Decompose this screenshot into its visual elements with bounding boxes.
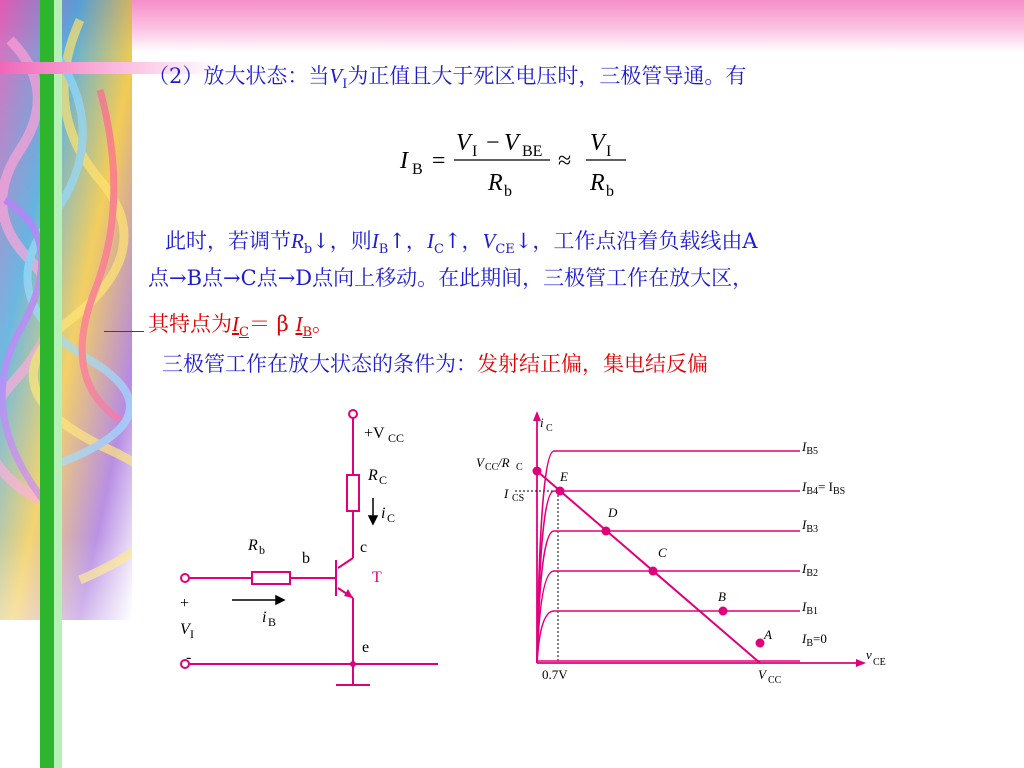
operating-point-label: C bbox=[658, 545, 667, 560]
svg-text:i: i bbox=[540, 415, 544, 430]
svg-text:i: i bbox=[262, 609, 267, 626]
svg-text:I: I bbox=[504, 486, 509, 501]
transistor-circuit bbox=[170, 400, 450, 700]
svg-text:b: b bbox=[504, 183, 512, 200]
light-green-vertical-bar bbox=[54, 0, 62, 768]
text-line-5: 其特点为$I_C= \beta$ $I_B$。 bbox=[148, 312, 334, 341]
svg-text:c: c bbox=[360, 539, 368, 556]
operating-point-label: E bbox=[560, 469, 568, 484]
text-line-1: （2）放大状态：当$V_I$为正值且大于死区电压时，三极管导通。有 bbox=[148, 64, 747, 93]
svg-text:+: + bbox=[180, 595, 190, 612]
red-underline bbox=[104, 331, 144, 332]
svg-text:CS: CS bbox=[512, 493, 525, 504]
operating-point bbox=[556, 487, 565, 496]
svg-text:CC: CC bbox=[388, 431, 405, 445]
svg-text:CC: CC bbox=[768, 675, 782, 686]
svg-text:T: T bbox=[372, 569, 382, 586]
operating-point bbox=[602, 527, 611, 536]
ib-curve-label: $I_{B4}= I_{BS}$ bbox=[802, 479, 846, 497]
svg-text:0.7V: 0.7V bbox=[542, 667, 568, 682]
operating-point-label: A bbox=[764, 627, 772, 642]
svg-text:≈: ≈ bbox=[558, 148, 572, 174]
svg-text:b: b bbox=[259, 543, 265, 557]
svg-text:R: R bbox=[368, 467, 378, 484]
saturation-intercept-point bbox=[533, 467, 542, 476]
ib-curve bbox=[537, 491, 800, 663]
svg-text:C: C bbox=[387, 511, 396, 525]
ib-curve bbox=[537, 451, 800, 663]
svg-text:V: V bbox=[590, 130, 605, 156]
svg-text:v: v bbox=[866, 647, 872, 662]
operating-point bbox=[719, 607, 728, 616]
text-line-4: 点→B点→C点→D点向上移动。在此期间，三极管工作在放大区， bbox=[148, 266, 754, 290]
svg-text:R: R bbox=[590, 170, 605, 196]
svg-text:e: e bbox=[362, 639, 370, 656]
top-gradient-bar bbox=[0, 0, 1024, 52]
svg-text:b: b bbox=[302, 550, 310, 567]
ib-curve bbox=[537, 611, 800, 663]
svg-text:V: V bbox=[476, 455, 484, 470]
svg-text:I: I bbox=[606, 143, 612, 160]
svg-text:C: C bbox=[546, 423, 553, 434]
ib-curve-label: $I_B=0$ bbox=[802, 631, 827, 649]
svg-text:BE: BE bbox=[522, 143, 543, 160]
svg-text:B: B bbox=[268, 615, 277, 629]
ib-curve-label: $I_{B5}$ bbox=[802, 439, 819, 457]
svg-text:I: I bbox=[190, 627, 194, 641]
svg-text:CC: CC bbox=[485, 462, 499, 473]
svg-text:+V: +V bbox=[364, 425, 385, 442]
operating-point-label: B bbox=[718, 589, 726, 604]
svg-text:R: R bbox=[248, 537, 258, 554]
svg-text:V: V bbox=[504, 130, 519, 156]
svg-text:C: C bbox=[516, 462, 523, 473]
green-vertical-bar bbox=[40, 0, 54, 768]
svg-text:b: b bbox=[606, 183, 614, 200]
svg-text:V: V bbox=[758, 667, 766, 682]
svg-text:I: I bbox=[472, 143, 478, 160]
ib-curve-label: $I_{B3}$ bbox=[802, 517, 819, 535]
svg-text:V: V bbox=[456, 130, 471, 156]
operating-point bbox=[649, 567, 658, 576]
text-line-6: 三极管工作在放大状态的条件为：发射结正偏，集电结反偏 bbox=[162, 352, 708, 376]
output-characteristics-graph bbox=[470, 405, 900, 695]
svg-text:i: i bbox=[381, 505, 386, 522]
operating-point-label: D bbox=[608, 505, 618, 520]
svg-text:C: C bbox=[379, 473, 388, 487]
svg-text:B: B bbox=[412, 161, 423, 178]
svg-text:=: = bbox=[432, 148, 446, 174]
svg-text:V: V bbox=[180, 621, 190, 638]
decorative-side-art bbox=[0, 0, 132, 768]
ib-curve-label: $I_{B1}$ bbox=[802, 599, 819, 617]
svg-text:-: - bbox=[186, 649, 192, 666]
ib-formula bbox=[398, 118, 638, 204]
svg-text:/R: /R bbox=[498, 455, 510, 470]
svg-text:R: R bbox=[488, 170, 503, 196]
svg-text:I: I bbox=[400, 148, 408, 174]
text-line-3: 此时，若调节$R_b↓$，则$I_B↑$，$I_C↑$，$V_{CE}↓$，工作点沿着负载线由A bbox=[165, 229, 758, 258]
ib-curve-label: $I_{B2}$ bbox=[802, 561, 819, 579]
svg-text:−: − bbox=[486, 130, 500, 156]
svg-text:CE: CE bbox=[873, 657, 886, 668]
